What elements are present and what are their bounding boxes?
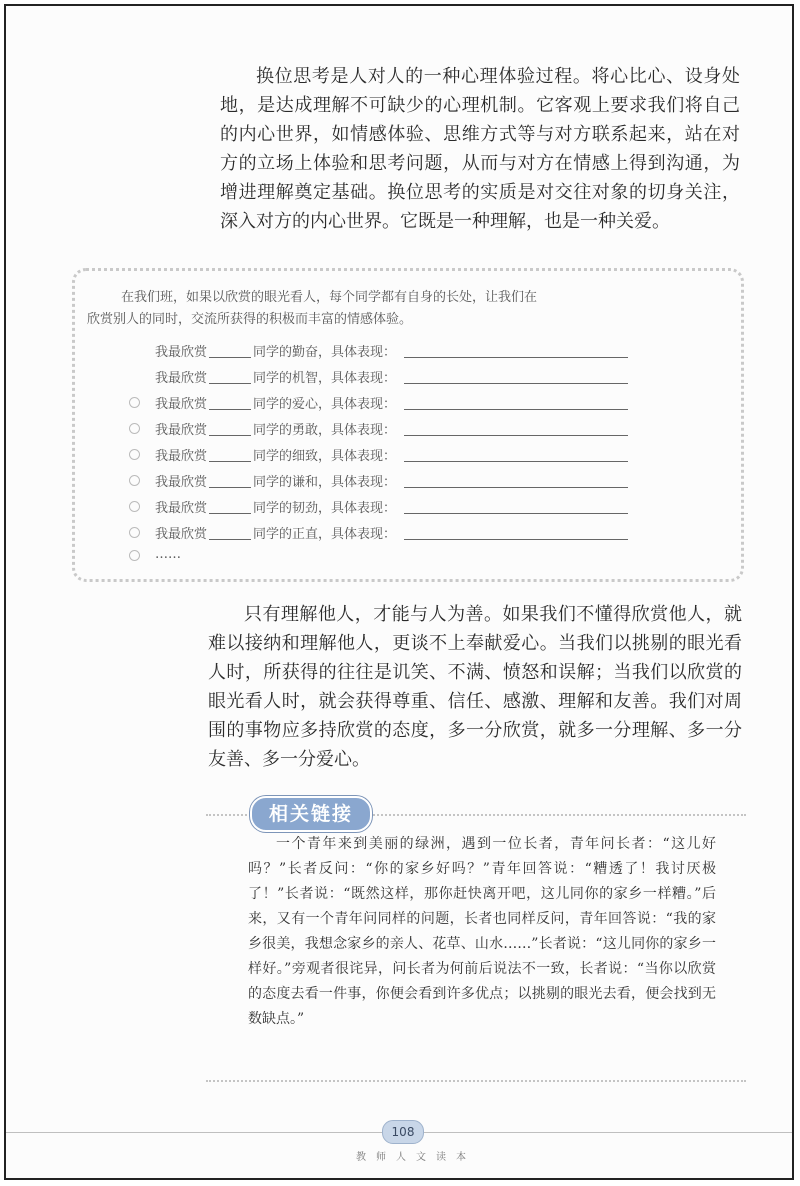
activity-box	[72, 268, 744, 582]
body-paragraph	[208, 600, 742, 774]
activity-row	[155, 519, 628, 545]
row-prefix: 我最欣赏	[155, 344, 208, 360]
story-text: 一个青年来到美丽的绿洲，遇到一位长者，青年问长者：“这儿好吗？”长者反问：“你的家乡好吗？”青年回答说：“糟透了！我讨厌极了！”长者说：“既然这样，那你赶快离开吧，这儿同你的家乡一样糟。”后来，又有一个青年问同样的问题，长者也同样反问，青年回答说：“我的家乡很美，我想念家乡的亲人、花草、山水……”长者说：“这儿同你的家乡一样好。”旁观者很诧异，问长者为何前后说法不一致，长者说：“当你以欣赏的态度去看一件事，你便会看到许多优点；以挑剔的眼光去看，便会找到无数缺点。”	[248, 836, 716, 1027]
activity-row	[155, 389, 628, 415]
detail-blank[interactable]	[404, 421, 628, 436]
related-link-header	[206, 796, 746, 828]
activity-row	[155, 441, 628, 467]
detail-blank[interactable]	[404, 473, 628, 488]
name-blank[interactable]	[209, 369, 251, 384]
detail-blank[interactable]	[404, 343, 628, 358]
row-prefix: 我最欣赏	[155, 422, 208, 438]
detail-blank[interactable]	[404, 369, 628, 384]
page-number: 108	[382, 1120, 424, 1144]
row-quality: 同学的谦和，具体表现：	[253, 474, 397, 490]
row-prefix: 我最欣赏	[155, 448, 208, 464]
activity-row	[155, 415, 628, 441]
name-blank[interactable]	[209, 421, 251, 436]
detail-blank[interactable]	[404, 499, 628, 514]
circle-bullet-icon	[129, 423, 140, 434]
row-prefix: 我最欣赏	[155, 500, 208, 516]
row-prefix: 我最欣赏	[155, 396, 208, 412]
row-quality: 同学的韧劲，具体表现：	[253, 500, 397, 516]
name-blank[interactable]	[209, 447, 251, 462]
dotted-divider	[206, 1080, 746, 1082]
circle-bullet-icon	[129, 475, 140, 486]
activity-row	[155, 493, 628, 519]
row-prefix: 我最欣赏	[155, 474, 208, 490]
book-page	[4, 4, 794, 1180]
name-blank[interactable]	[209, 473, 251, 488]
detail-blank[interactable]	[404, 447, 628, 462]
activity-instructions-line2: 欣赏别人的同时，交流所获得的积极而丰富的情感体验。	[87, 312, 413, 327]
circle-bullet-icon	[129, 449, 140, 460]
running-title: 教师人文读本	[356, 1152, 476, 1163]
related-link-story	[248, 832, 716, 1032]
row-quality: 同学的机智，具体表现：	[253, 370, 397, 386]
related-link-heading: 相关链接	[250, 796, 372, 832]
name-blank[interactable]	[209, 499, 251, 514]
row-quality: 同学的爱心，具体表现：	[253, 396, 397, 412]
row-quality: 同学的细致，具体表现：	[253, 448, 397, 464]
activity-ellipsis	[155, 545, 628, 565]
intro-text: 换位思考是人对人的一种心理体验过程。将心比心、设身处地，是达成理解不可缺少的心理机制。它客观上要求我们将自己的内心世界，如情感体验、思维方式等与对方联系起来，站在对方的立场上体验和思考问题，从而与对方在情感上得到沟通，为增进理解奠定基础。换位思考的实质是对交往对象的切身关注，深入对方的内心世界。它既是一种理解，也是一种关爱。	[220, 66, 740, 232]
detail-blank[interactable]	[404, 395, 628, 410]
row-prefix: 我最欣赏	[155, 526, 208, 542]
activity-row	[155, 467, 628, 493]
row-quality: 同学的勇敢，具体表现：	[253, 422, 397, 438]
row-prefix: 我最欣赏	[155, 370, 208, 386]
detail-blank[interactable]	[404, 525, 628, 540]
activity-instructions-line1: 在我们班，如果以欣赏的眼光看人，每个同学都有自身的长处，让我们在	[121, 290, 538, 305]
circle-bullet-icon	[129, 550, 140, 561]
ellipsis-text: ……	[155, 547, 181, 562]
activity-rows	[155, 337, 628, 565]
body-text: 只有理解他人，才能与人为善。如果我们不懂得欣赏他人，就难以接纳和理解他人，更谈不上奉献爱心。当我们以挑剔的眼光看人时，所获得的往往是讥笑、不满、愤怒和误解；当我们以欣赏的眼光看人时，就会获得尊重、信任、感激、理解和友善。我们对周围的事物应多持欣赏的态度，多一分欣赏，就多一分理解、多一分友善、多一分爱心。	[208, 604, 742, 770]
row-quality: 同学的正直，具体表现：	[253, 526, 397, 542]
circle-bullet-icon	[129, 397, 140, 408]
activity-row	[155, 363, 628, 389]
activity-instructions	[87, 287, 681, 331]
name-blank[interactable]	[209, 525, 251, 540]
circle-bullet-icon	[129, 501, 140, 512]
circle-bullet-icon	[129, 527, 140, 538]
name-blank[interactable]	[209, 395, 251, 410]
name-blank[interactable]	[209, 343, 251, 358]
row-quality: 同学的勤奋，具体表现：	[253, 344, 397, 360]
intro-paragraph	[220, 62, 740, 236]
activity-row	[155, 337, 628, 363]
